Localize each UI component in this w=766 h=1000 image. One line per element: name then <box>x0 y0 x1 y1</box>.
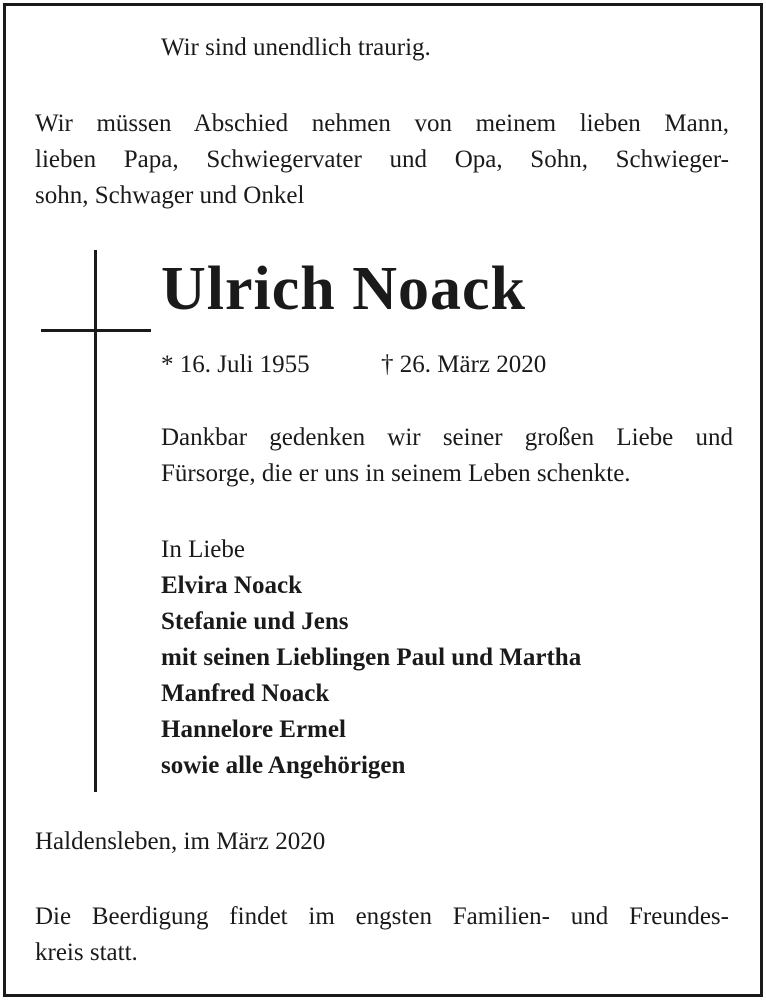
mourner-name: Stefanie und Jens <box>161 608 349 635</box>
farewell-line: Wir müssen Abschied nehmen von meinem lieben Mann, <box>35 110 729 137</box>
birth-date: * 16. Juli 1955 <box>161 351 310 378</box>
gratitude-line: Fürsorge, die er uns in seinem Leben schenkte. <box>161 460 631 487</box>
mourner-name: mit seinen Lieblingen Paul und Martha <box>161 644 582 671</box>
death-date: † 26. März 2020 <box>381 351 547 378</box>
intro-text: Wir sind unendlich traurig. <box>161 34 431 61</box>
mourner-name: Manfred Noack <box>161 680 330 707</box>
in-love-label: In Liebe <box>161 536 245 563</box>
farewell-line: sohn, Schwager und Onkel <box>35 182 305 209</box>
mourner-name: Hannelore Ermel <box>161 716 346 743</box>
deceased-name: Ulrich Noack <box>161 255 527 323</box>
place-date: Haldensleben, im März 2020 <box>35 828 326 855</box>
funeral-line: Die Beerdigung findet im engsten Familien- und Freundes- <box>35 903 729 930</box>
farewell-line: lieben Papa, Schwiegervater und Opa, Sohn, Schwieger- <box>35 146 729 173</box>
mourner-name: Elvira Noack <box>161 572 302 599</box>
gratitude-line: Dankbar gedenken wir seiner großen Liebe und <box>161 424 733 451</box>
cross-icon-horizontal <box>41 329 151 332</box>
mourner-name: sowie alle Angehörigen <box>161 752 406 779</box>
obituary-notice <box>3 3 763 997</box>
funeral-line: kreis statt. <box>35 939 138 966</box>
